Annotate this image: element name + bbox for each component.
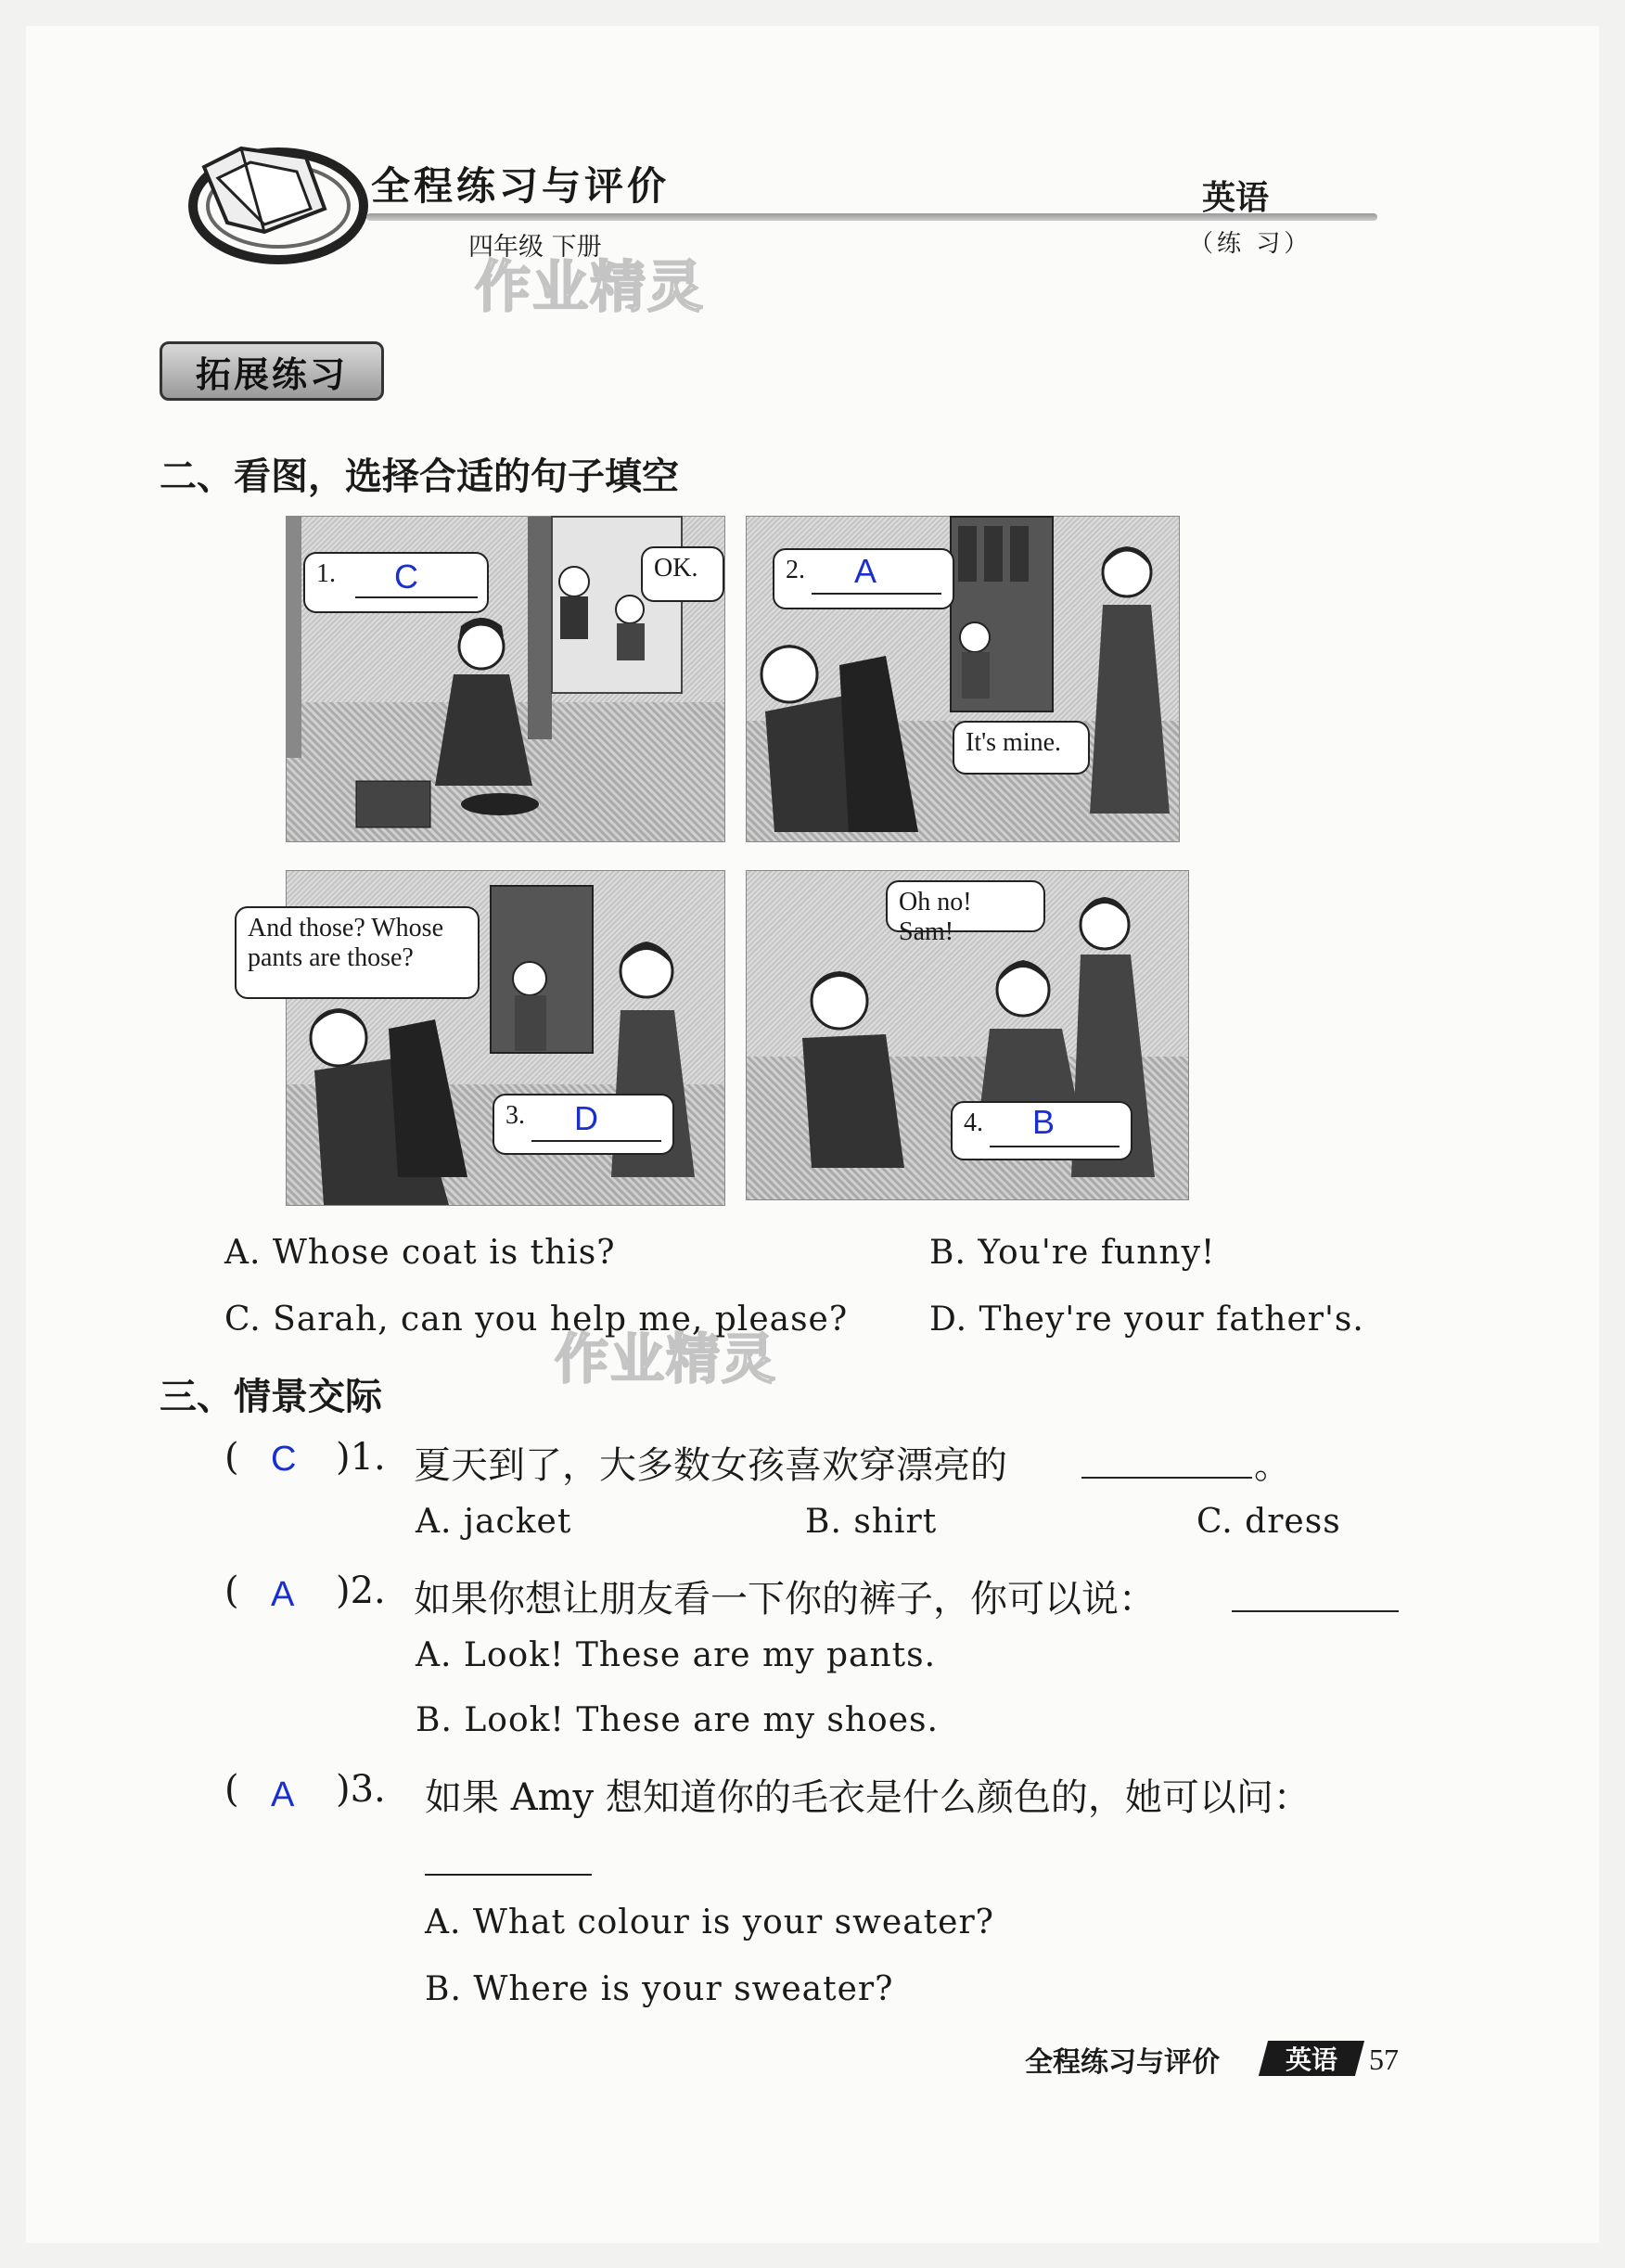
bubble-whose-pants-text: And those? Whose pants are those?	[248, 914, 443, 972]
q3-item-1-option-c: C. dress	[1196, 1503, 1341, 1541]
footer-subject-tag	[1259, 2041, 1364, 2076]
q3-item-1-option-b: B. shirt	[805, 1503, 938, 1541]
q3-item-2-option-a: A. Look! These are my pants.	[416, 1636, 937, 1674]
q3-item-1-end: 。	[1254, 1444, 1291, 1487]
speech-bubble-2	[773, 548, 954, 609]
q3-item-3-paren-open: (	[224, 1768, 239, 1811]
watermark-top: 作业精灵	[475, 255, 705, 320]
q2-option-c: C. Sarah, can you help me, please?	[224, 1301, 849, 1339]
question-2-heading: 二、看图，选择合适的句子填空	[160, 455, 679, 498]
q3-item-3-option-a: A. What colour is your sweater?	[425, 1903, 994, 1941]
footer-series: 全程练习与评价	[1025, 2046, 1220, 2079]
q2-option-d: D. They're your father's.	[929, 1301, 1364, 1339]
q2-option-a: A. Whose coat is this?	[224, 1234, 616, 1272]
bubble-2-answer: A	[854, 552, 877, 590]
speech-bubble-its-mine	[953, 721, 1090, 775]
speech-bubble-oh-no	[886, 880, 1045, 946]
q3-item-1-answer: C	[271, 1440, 297, 1479]
subject-sublabel: （练 习）	[1189, 230, 1312, 258]
book-logo-icon	[176, 121, 362, 269]
q3-item-2-stem: 如果你想让朋友看一下你的裤子，你可以说：	[414, 1578, 1156, 1621]
page-number: 57	[1369, 2043, 1399, 2076]
bubble-1-number: 1.	[316, 559, 336, 588]
bubble-its-mine-text: It's mine.	[966, 728, 1062, 757]
speech-bubble-4	[951, 1101, 1132, 1160]
q3-item-1-stem: 夏天到了，大多数女孩喜欢穿漂亮的	[414, 1444, 1007, 1487]
comic-panel-3	[248, 870, 725, 1206]
q3-item-3-stem: 如果 Amy 想知道你的毛衣是什么颜色的，她可以问：	[425, 1776, 1311, 1819]
bubble-4-answer: B	[1032, 1103, 1056, 1141]
q3-item-1-option-a: A. jacket	[416, 1503, 572, 1541]
grade-label: 四年级 下册	[468, 233, 602, 262]
bubble-ok-text: OK.	[654, 554, 698, 583]
bubble-3-number: 3.	[505, 1101, 525, 1130]
q3-item-1-paren-open: (	[224, 1436, 239, 1479]
subject-label: 英语	[1202, 179, 1270, 217]
q3-item-2-option-b: B. Look! These are my shoes.	[416, 1701, 939, 1739]
q3-item-3-blank	[425, 1874, 592, 1876]
speech-bubble-ok	[641, 546, 724, 602]
bubble-3-answer: D	[574, 1099, 598, 1137]
q3-item-1-blank	[1081, 1477, 1252, 1479]
footer-subject: 英语	[1285, 2044, 1337, 2075]
q3-item-2-blank	[1232, 1610, 1399, 1612]
speech-bubble-3	[493, 1094, 674, 1155]
q3-item-2-answer: A	[271, 1575, 295, 1614]
speech-bubble-1	[303, 552, 489, 613]
speech-bubble-whose-pants	[235, 906, 480, 999]
comic-panel-2	[746, 516, 1180, 842]
series-title: 全程练习与评价	[371, 163, 671, 209]
q3-item-3-answer: A	[271, 1775, 295, 1814]
bubble-1-answer: C	[394, 557, 418, 596]
q2-option-b: B. You're funny!	[929, 1234, 1216, 1272]
question-3-heading: 三、情景交际	[160, 1376, 382, 1418]
q3-item-3-option-b: B. Where is your sweater?	[425, 1970, 894, 2008]
q3-item-1-number: )1.	[336, 1436, 386, 1479]
section-badge: 拓展练习	[160, 341, 384, 401]
q3-item-2-number: )2.	[336, 1570, 386, 1612]
comic-panel-4	[746, 870, 1189, 1200]
watermark-middle: 作业精灵	[555, 1327, 778, 1390]
q3-item-2-paren-open: (	[224, 1570, 239, 1612]
bubble-2-number: 2.	[786, 556, 805, 584]
bubble-4-number: 4.	[964, 1108, 983, 1137]
comic-panel-1	[286, 516, 725, 842]
q3-item-3-number: )3.	[336, 1768, 386, 1811]
bubble-oh-no-text: Oh no! Sam!	[899, 888, 972, 946]
